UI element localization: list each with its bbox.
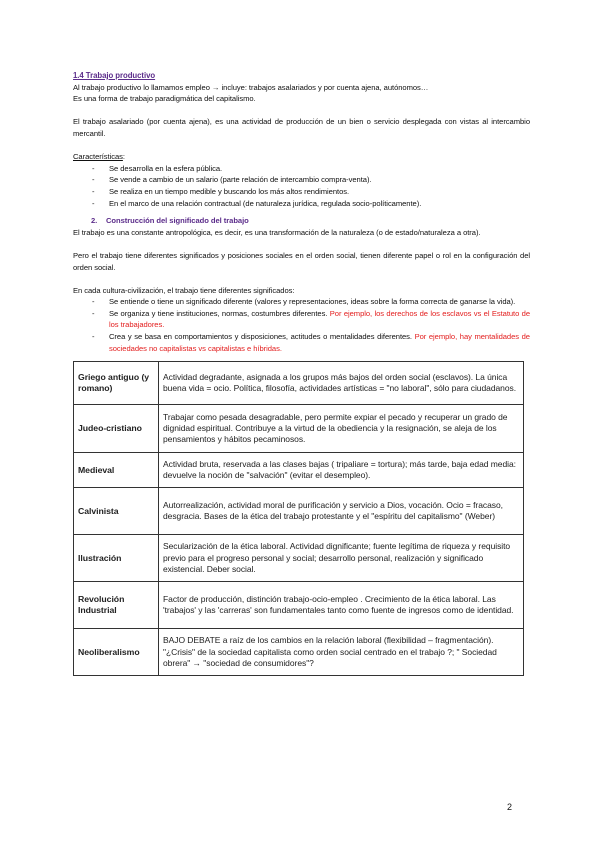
table-row	[74, 453, 524, 488]
section-heading: 1.4 Trabajo productivo	[73, 71, 156, 80]
table-row-value: Actividad degradante, asignada a los grupos más bajos del orden social (esclavos). La única buena vida = ocio. Política, filosofía, actividades artísticas = "no laboral", sólo para ciudadanos.	[159, 362, 524, 405]
significados-table	[73, 361, 524, 676]
cultura-list	[73, 296, 530, 354]
table-row-value: Autorrealización, actividad moral de purificación y servicio a Dios, vocación. Ocio = fracaso, desgracia. Bases de la ética del trabajo protestante y el "espíritu del capitalismo" (Weber)	[159, 488, 524, 535]
list-item	[73, 296, 530, 308]
list-item-example: Por ejemplo, hay mentalidades de sociedades no capitalistas vs capitalistas e híbridas.	[109, 332, 530, 353]
asalariado-paragraph: El trabajo asalariado (por cuenta ajena), es una actividad de producción de un bien o servicio desplegada con vistas al intercambio mercantil.	[73, 117, 530, 138]
list-item: - Se realiza en un tiempo medible y buscando los más altos rendimientos.	[73, 186, 530, 198]
table-row-value: Trabajar como pesada desagradable, pero permite expiar el pecado y recuperar un grado de dignidad espiritual. Contribuye a la virtud de la obediencia y la resignación, se aleja de los pensamientos y hábitos pecaminosos.	[159, 405, 524, 453]
section-2-heading	[73, 215, 530, 227]
table-row	[74, 629, 524, 676]
list-item-text: Crea y se basa en comportamientos y disposiciones, actitudes o mentalidades diferentes.	[109, 332, 412, 342]
table-row-key: Revolución Industrial	[74, 582, 159, 629]
table-row-key: Calvinista	[74, 488, 159, 535]
page-number: 2	[507, 802, 513, 812]
list-item-text: Se organiza y tiene instituciones, normas, costumbres diferentes.	[109, 308, 328, 318]
table-row-value: Secularización de la ética laboral. Actividad dignificante; fuente legítima de riqueza y requisito previo para el progreso personal y social; desarrollo personal, realización y significado existencial. Deber social.	[159, 535, 524, 582]
table-row	[74, 535, 524, 582]
list-item: - En el marco de una relación contractual (de naturaleza jurídica, regulada socio-políticamente).	[73, 198, 530, 210]
list-item: - Se desarrolla en la esfera pública.	[73, 163, 530, 175]
list-item-example: Por ejemplo, los derechos de los esclavos vs el Estatuto de los trabajadores.	[109, 308, 530, 330]
table-row-key: Medieval	[74, 453, 159, 488]
table-row-key: Neoliberalismo	[74, 629, 159, 676]
intro-line-2: Es una forma de trabajo paradigmática del capitalismo.	[73, 94, 256, 104]
list-item-text: Se entiende o tiene un significado diferente (valores y representaciones, ideas sobre la forma correcta de ganarse la vida).	[109, 297, 516, 307]
section-2-title: Construcción del significado del trabajo	[106, 216, 249, 226]
cultura-paragraph: En cada cultura-civilización, el trabajo tiene diferentes significados:	[73, 285, 295, 295]
table-row-key: Griego antiguo (y romano)	[74, 362, 159, 405]
section-2-paragraph: El trabajo es una constante antropológica, es decir, es una transformación de la naturaleza (o de estado/naturaleza a otra).	[73, 227, 481, 237]
table-row-value: Factor de producción, distinción trabajo-ocio-empleo . Crecimiento de la ética laboral. Las 'trabajos' y las 'carreras' son fundamentales tanto como fuente de ingresos como de identidad.	[159, 582, 524, 629]
table-row	[74, 582, 524, 629]
list-item	[73, 308, 530, 331]
caracteristicas-heading: Características:	[73, 152, 125, 162]
document-page	[73, 70, 530, 676]
table-row	[74, 488, 524, 535]
table-row	[74, 362, 524, 405]
pero-paragraph: Pero el trabajo tiene diferentes significados y posiciones sociales en el orden social, tienen diferente papel o rol en la configuración del orden social.	[73, 250, 530, 272]
section-2-number: 2.	[91, 216, 98, 226]
list-item: - Se vende a cambio de un salario (parte relación de intercambio compra-venta).	[73, 174, 530, 186]
table-row	[74, 405, 524, 453]
table-row-value: Actividad bruta, reservada a las clases bajas ( tripaliare = tortura); más tarde, baja edad media: devuelve la noción de "salvación" (evitar el desempleo).	[159, 453, 524, 488]
caracteristicas-label: Características	[73, 152, 123, 162]
table-row-key: Judeo-cristiano	[74, 405, 159, 453]
intro-line-1: Al trabajo productivo lo llamamos empleo → incluye: trabajos asalariados y por cuenta ajena, autónomos…	[73, 82, 429, 92]
table-row-value: BAJO DEBATE a raíz de los cambios en la relación laboral (flexibilidad – fragmentación). "¿Crisis" de la sociedad capitalista como orden social centrado en el trabajo ?; " Sociedad obrera" → "sociedad de consumidores"?	[159, 629, 524, 676]
list-item	[73, 331, 530, 354]
table-row-key: Ilustración	[74, 535, 159, 582]
caracteristicas-list	[73, 163, 530, 209]
